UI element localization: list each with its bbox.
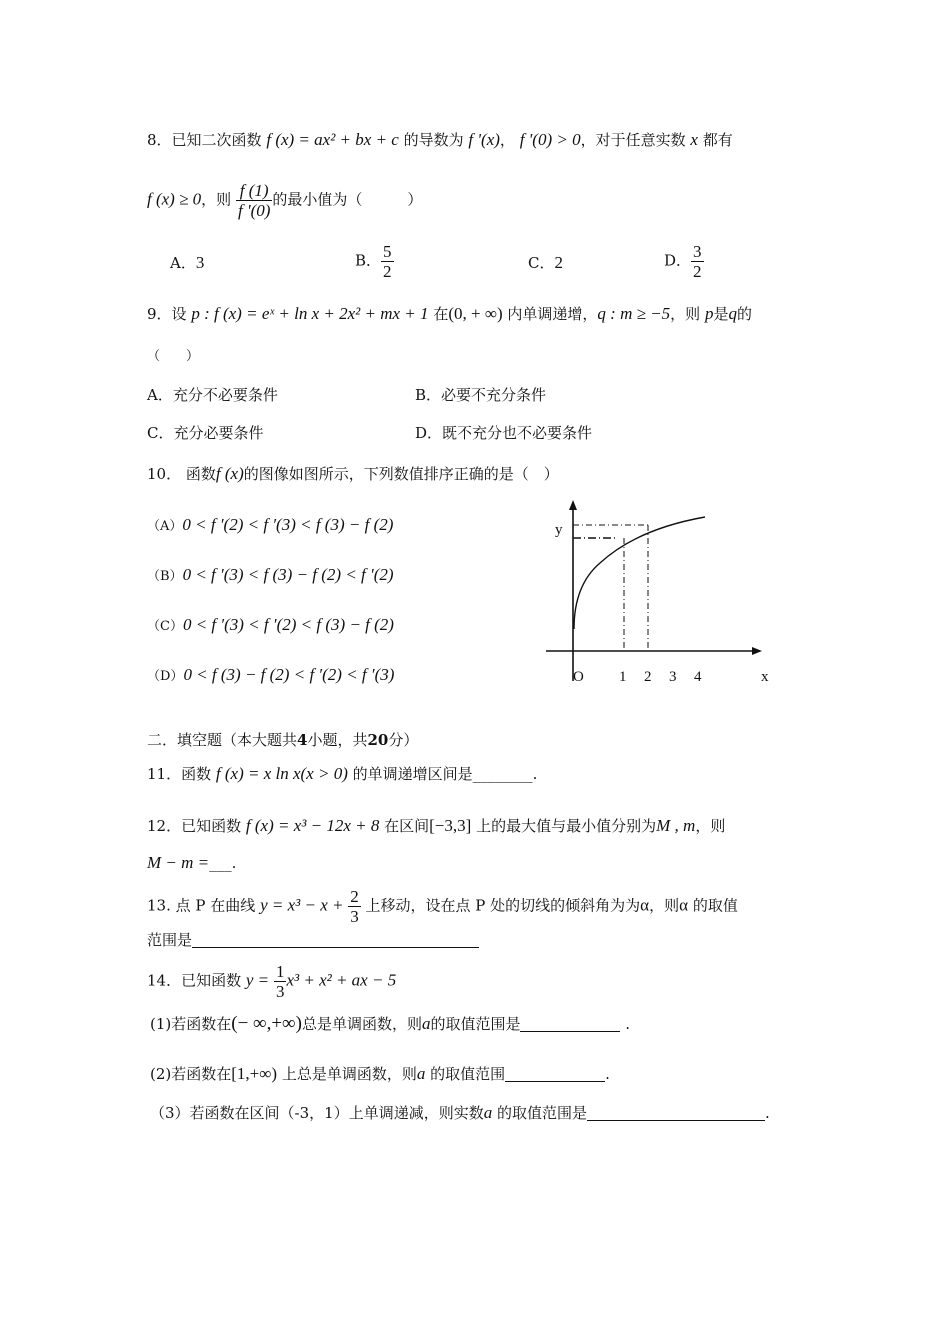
q8-number: 8． — [147, 131, 172, 149]
q10-option-a[interactable]: （A）0 < f ′(2) < f ′(3) < f (3) − f (2) — [147, 515, 394, 534]
q14-part1-answer-blank[interactable] — [520, 1016, 620, 1032]
q8-fraction: $\frac{f (1)}{f '(0)}$ — [237, 181, 271, 220]
q13-line2: 范围是 — [147, 929, 479, 951]
q9-line1: 9．设 p : f (x) = eˣ + ln x + 2x² + mx + 1 在(0, + ∞) 内单调递增，q : m ≥ −5，则 p是q的 — [147, 304, 752, 323]
q8-function-expr: f (x) = ax² + bx + c — [266, 130, 399, 149]
q12-line2: M − m =___. — [147, 853, 237, 872]
q8-option-b[interactable]: B． $\frac{5}{2}$ — [355, 242, 392, 281]
tick-label-3: 3 — [669, 669, 677, 685]
q13-answer-blank[interactable] — [192, 932, 479, 948]
q13-number: 13. — [147, 896, 171, 915]
q14-part3-answer-blank[interactable] — [587, 1105, 765, 1121]
q8-option-c[interactable]: C．2 — [528, 253, 563, 272]
q9-option-b[interactable]: B．必要不充分条件 — [415, 386, 547, 404]
q8-option-d[interactable]: D． $\frac{3}{2}$ — [664, 242, 702, 281]
q10-option-d[interactable]: （D）0 < f (3) − f (2) < f ′(2) < f ′(3) — [147, 665, 395, 684]
q14-number: 14． — [147, 971, 182, 990]
q11-number: 11． — [147, 765, 182, 783]
q9-number: 9． — [147, 305, 172, 323]
tick-label-2: 2 — [644, 669, 652, 685]
q10-number: 10． — [147, 465, 182, 483]
q10-stem: 10． 函数f (x)的图像如图所示，下列数值排序正确的是（ ） — [147, 464, 559, 483]
q9-option-c[interactable]: C．充分必要条件 — [147, 424, 264, 442]
q9-option-a[interactable]: A．充分不必要条件 — [147, 386, 278, 404]
q9-option-d[interactable]: D．既不充分也不必要条件 — [415, 424, 593, 442]
q10-option-c[interactable]: （C）0 < f ′(3) < f ′(2) < f (3) − f (2) — [147, 615, 394, 634]
q14-fraction: $\frac{1}{3}$ — [275, 962, 285, 1001]
x-axis-label: x — [761, 669, 769, 685]
q8-option-a[interactable]: A．3 — [170, 253, 205, 272]
y-axis-arrow — [569, 500, 577, 510]
q8-line2: f (x) ≥ 0，则 $\frac{f (1)}{f '(0)}$ 的最小值为（ ） — [147, 181, 423, 220]
x-axis-arrow — [752, 647, 762, 655]
q10-function-graph — [540, 495, 800, 695]
q14-part2: (2)若函数在[1,+∞) 上总是单调函数，则a 的取值范围 . — [150, 1064, 610, 1083]
tick-label-4: 4 — [694, 669, 702, 685]
q11: 11．函数 f (x) = x ln x(x > 0) 的单调递增区间是________. — [147, 764, 538, 783]
q13-line1: 13. 点 P 在曲线 y = x³ − x + $\frac{2}{3}$ 上移动，设在点 P 处的切线的倾斜角为为α，则α 的取值 — [147, 887, 738, 926]
q9-answer-paren: （ ） — [147, 349, 200, 364]
q14-part3: （3）若函数在区间（-3，1）上单调递减，则实数a 的取值范围是 . — [150, 1103, 770, 1122]
q13-fraction: $\frac{2}{3}$ — [350, 887, 359, 926]
q14-part2-answer-blank[interactable] — [505, 1066, 605, 1082]
q12-line1: 12．已知函数 f (x) = x³ − 12x + 8 在区间[−3,3] 上的最大值与最小值分别为M , m，则 — [147, 816, 726, 835]
q8-line1: 8．已知二次函数 f (x) = ax² + bx + c 的导数为 f '(x)， f '(0) > 0，对于任意实数 x 都有 — [147, 130, 733, 149]
y-axis-label: y — [555, 522, 563, 538]
origin-label: O — [573, 669, 584, 685]
q10-option-b[interactable]: （B）0 < f ′(3) < f (3) − f (2) < f ′(2) — [147, 565, 394, 584]
q12-number: 12． — [147, 817, 182, 835]
function-curve — [574, 517, 705, 629]
q14-part1: (1)若函数在(− ∞,+∞)总是单调函数，则a的取值范围是 . — [150, 1013, 631, 1034]
q14-stem: 14．已知函数 y = $\frac{1}{3}$ x³ + x² + ax − 5 — [147, 962, 397, 1001]
section-2-heading: 二．填空题（本大题共4小题，共20分） — [147, 731, 419, 749]
q11-answer-blank[interactable]: ________ — [472, 765, 533, 783]
q12-answer-blank[interactable]: ___ — [209, 854, 232, 872]
tick-label-1: 1 — [619, 669, 627, 685]
